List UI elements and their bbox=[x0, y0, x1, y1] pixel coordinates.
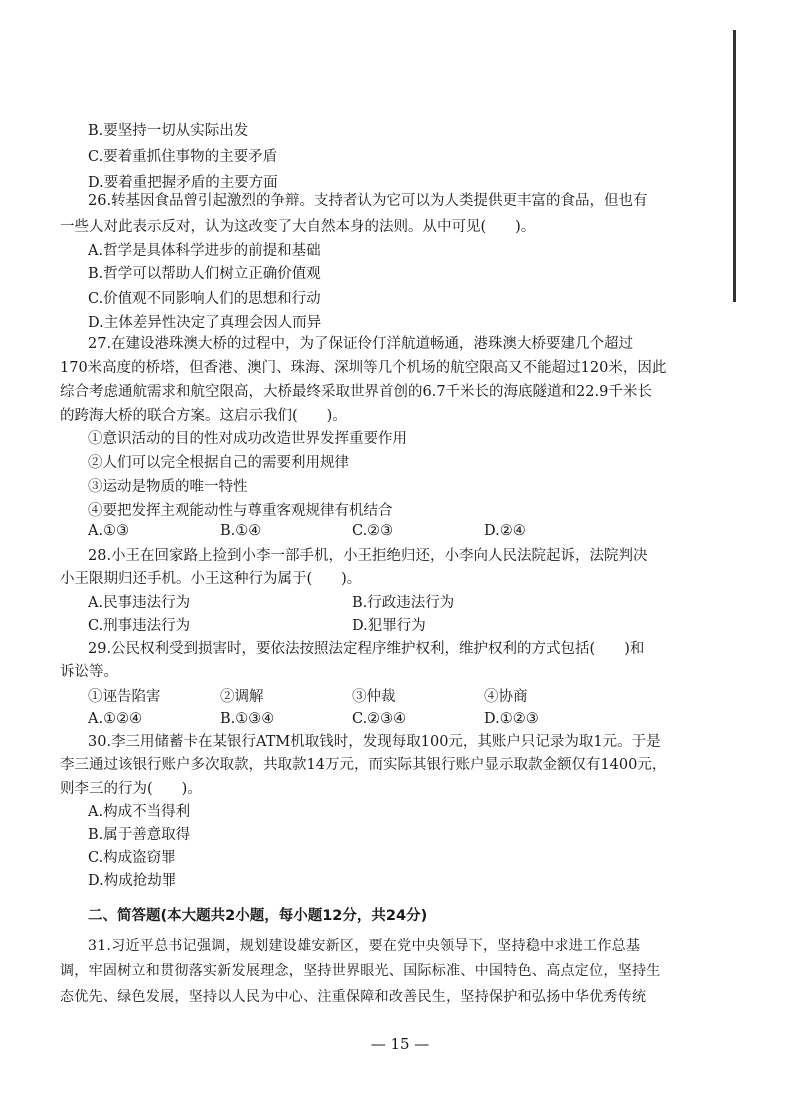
q29-item-2: ②调解 bbox=[220, 689, 264, 705]
q25-option-c: C.要着重抓住事物的主要矛盾 bbox=[88, 149, 278, 165]
q31-line3: 态优先、绿色发展，坚持以人民为中心、注重保障和改善民生，坚持保护和弘扬中华优秀传统 bbox=[60, 989, 647, 1005]
q29-stem-line2: 诉讼等。 bbox=[60, 664, 118, 680]
binding-edge-mark bbox=[733, 30, 736, 302]
q29-option-b: B.①③④ bbox=[220, 711, 275, 727]
q31-line1: 31.习近平总书记强调，规划建设雄安新区，要在党中央领导下，坚持稳中求进工作总基 bbox=[88, 938, 641, 954]
q30-option-a: A.构成不当得利 bbox=[88, 804, 191, 820]
section-heading: 二、简答题(本大题共2小题，每小题12分，共24分) bbox=[88, 908, 428, 924]
q31-line2: 调，牢固树立和贯彻落实新发展理念，坚持世界眼光、国际标准、中国特色、高点定位，坚持生 bbox=[60, 963, 661, 979]
q30-stem-line2: 李三通过该银行账户多次取款，共取款14万元，而实际其银行账户显示取款金额仅有1400元， bbox=[60, 757, 667, 773]
q26-option-a: A.哲学是具体科学进步的前提和基础 bbox=[88, 243, 321, 259]
q30-stem-line1: 30.李三用储蓄卡在某银行ATM机取钱时，发现每取100元，其账户只记录为取1元。于是 bbox=[88, 734, 661, 750]
q26-option-d: D.主体差异性决定了真理会因人而异 bbox=[88, 315, 322, 331]
q26-option-c: C.价值观不同影响人们的思想和行动 bbox=[88, 291, 321, 307]
q26-stem-line2: 一些人对此表示反对，认为这改变了大自然本身的法则。从中可见( )。 bbox=[60, 219, 536, 235]
q30-option-d: D.构成抢劫罪 bbox=[88, 873, 177, 889]
q27-stem-line1: 27.在建设港珠澳大桥的过程中，为了保证伶仃洋航道畅通，港珠澳大桥要建几个超过 bbox=[88, 336, 634, 352]
q30-option-b: B.属于善意取得 bbox=[88, 827, 191, 843]
q28-option-a: A.民事违法行为 bbox=[88, 595, 191, 611]
q29-item-1: ①诬告陷害 bbox=[88, 689, 161, 705]
q30-option-c: C.构成盗窃罪 bbox=[88, 850, 176, 866]
q27-option-d: D.②④ bbox=[484, 523, 526, 539]
q29-item-3: ③仲裁 bbox=[352, 689, 396, 705]
q26-stem-line1: 26.转基因食品曾引起激烈的争辩。支持者认为它可以为人类提供更丰富的食品，但也有 bbox=[88, 193, 648, 209]
q29-stem-line1: 29.公民权利受到损害时，要依法按照法定程序维护权利，维护权利的方式包括( )和 bbox=[88, 641, 645, 657]
q28-option-c: C.刑事违法行为 bbox=[88, 618, 191, 634]
q27-stem-line4: 的跨海大桥的联合方案。这启示我们( )。 bbox=[60, 408, 347, 424]
q28-stem-line1: 28.小王在回家路上捡到小李一部手机，小王拒绝归还，小李向人民法院起诉，法院判决 bbox=[88, 548, 648, 564]
page-number: — 15 — bbox=[370, 1035, 430, 1053]
q25-option-b: B.要坚持一切从实际出发 bbox=[88, 123, 249, 139]
q27-item-4: ④要把发挥主观能动性与尊重客观规律有机结合 bbox=[88, 503, 393, 519]
q27-item-1: ①意识活动的目的性对成功改造世界发挥重要作用 bbox=[88, 431, 407, 447]
q27-stem-line3: 综合考虑通航需求和航空限高，大桥最终采取世界首创的6.7千米长的海底隧道和22.9千米长 bbox=[60, 384, 652, 400]
q29-option-d: D.①②③ bbox=[484, 711, 539, 727]
q27-stem-line2: 170米高度的桥塔，但香港、澳门、珠海、深圳等几个机场的航空限高又不能超过120米，因此 bbox=[60, 360, 667, 376]
q28-stem-line2: 小王限期归还手机。小王这种行为属于( )。 bbox=[60, 571, 362, 587]
q29-item-4: ④协商 bbox=[484, 689, 528, 705]
q27-option-c: C.②③ bbox=[352, 523, 394, 539]
q27-option-a: A.①③ bbox=[88, 523, 130, 539]
q28-option-b: B.行政违法行为 bbox=[352, 595, 455, 611]
q30-stem-line3: 则李三的行为( )。 bbox=[60, 781, 202, 797]
q25-option-d: D.要着重把握矛盾的主要方面 bbox=[88, 175, 278, 191]
q28-option-d: D.犯罪行为 bbox=[352, 618, 426, 634]
q27-option-b: B.①④ bbox=[220, 523, 262, 539]
q29-option-c: C.②③④ bbox=[352, 711, 407, 727]
q27-item-2: ②人们可以完全根据自己的需要利用规律 bbox=[88, 455, 349, 471]
q27-item-3: ③运动是物质的唯一特性 bbox=[88, 479, 248, 495]
q26-option-b: B.哲学可以帮助人们树立正确价值观 bbox=[88, 266, 321, 282]
q29-option-a: A.①②④ bbox=[88, 711, 143, 727]
